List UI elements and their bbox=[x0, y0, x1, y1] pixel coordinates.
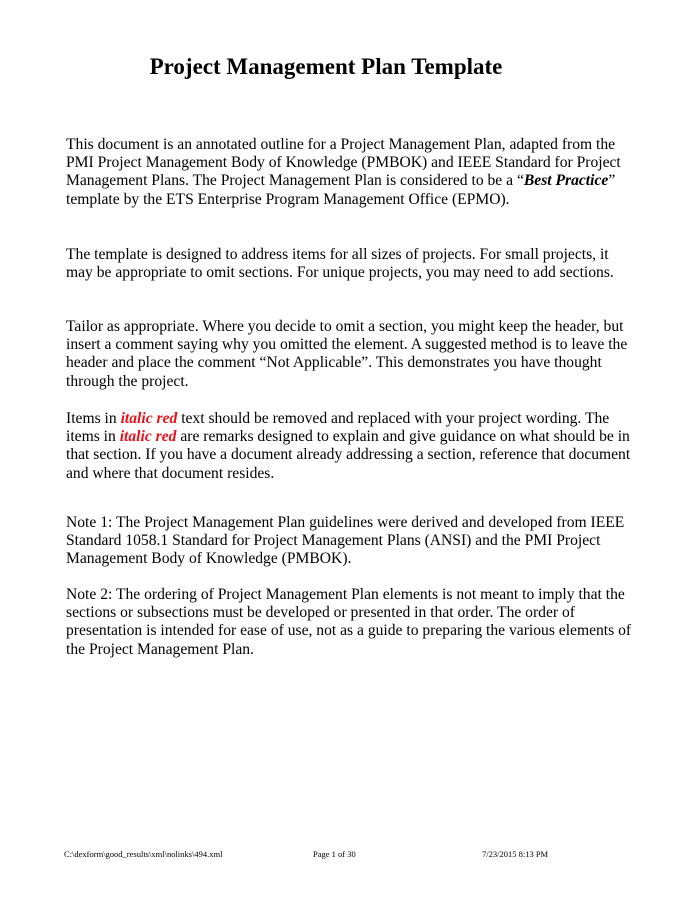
best-practice-emphasis: Best Practice bbox=[523, 172, 609, 190]
intro-paragraph bbox=[66, 136, 636, 209]
footer-file-path: C:\dexform\good_results\xml\nolinks\494.xml bbox=[64, 849, 223, 859]
italic-red-guidance-paragraph bbox=[66, 410, 636, 483]
guidance-text-part1: Items in bbox=[66, 410, 121, 427]
italic-red-marker-1: italic red bbox=[120, 410, 178, 427]
note-1-paragraph: Note 1: The Project Management Plan guidelines were derived and developed from IEEE Standard 1058.1 Standard for Project Management Plans (ANSI) and the PMI Project Management Body of Knowledge (PMBOK). bbox=[66, 514, 625, 568]
template-scope-paragraph: The template is designed to address items for all sizes of projects. For small projects, it may be appropriate to omit sections. For unique projects, you may need to add sections. bbox=[66, 246, 614, 282]
guidance-text-part3: are remarks designed to explain and give guidance on what should be in that section. If you have a document already addressing a section, reference that document and where that document resides. bbox=[66, 428, 631, 482]
footer-timestamp: 7/23/2015 8:13 PM bbox=[482, 849, 549, 859]
intro-text-after: ” template by the ETS Enterprise Program Management Office (EPMO). bbox=[66, 172, 616, 208]
page-title: Project Management Plan Template bbox=[149, 54, 503, 79]
tailoring-paragraph: Tailor as appropriate. Where you decide to omit a section, you might keep the header, but insert a comment saying why you omitted the element. A suggested method is to leave the header and place the comment “Not Applicable”. This demonstrates you have thought through the project. bbox=[66, 318, 628, 390]
intro-text-before: This document is an annotated outline for a Project Management Plan, adapted from the PMI Project Management Body of Knowledge (PMBOK) and IEEE Standard for Project Management Plans. The Project Management Plan is considered to be a “ bbox=[66, 136, 621, 190]
footer-page-number: Page 1 of 30 bbox=[313, 849, 356, 859]
note-2-paragraph: Note 2: The ordering of Project Management Plan elements is not meant to imply that the sections or subsections must be developed or presented in that order. The order of presentation is intended for ease of use, not as a guide to preparing the various elements of the Project Management Plan. bbox=[66, 586, 632, 658]
guidance-text-part2: text should be removed and replaced with your project wording. The items in bbox=[66, 410, 610, 446]
italic-red-marker-2: italic red bbox=[119, 428, 177, 446]
